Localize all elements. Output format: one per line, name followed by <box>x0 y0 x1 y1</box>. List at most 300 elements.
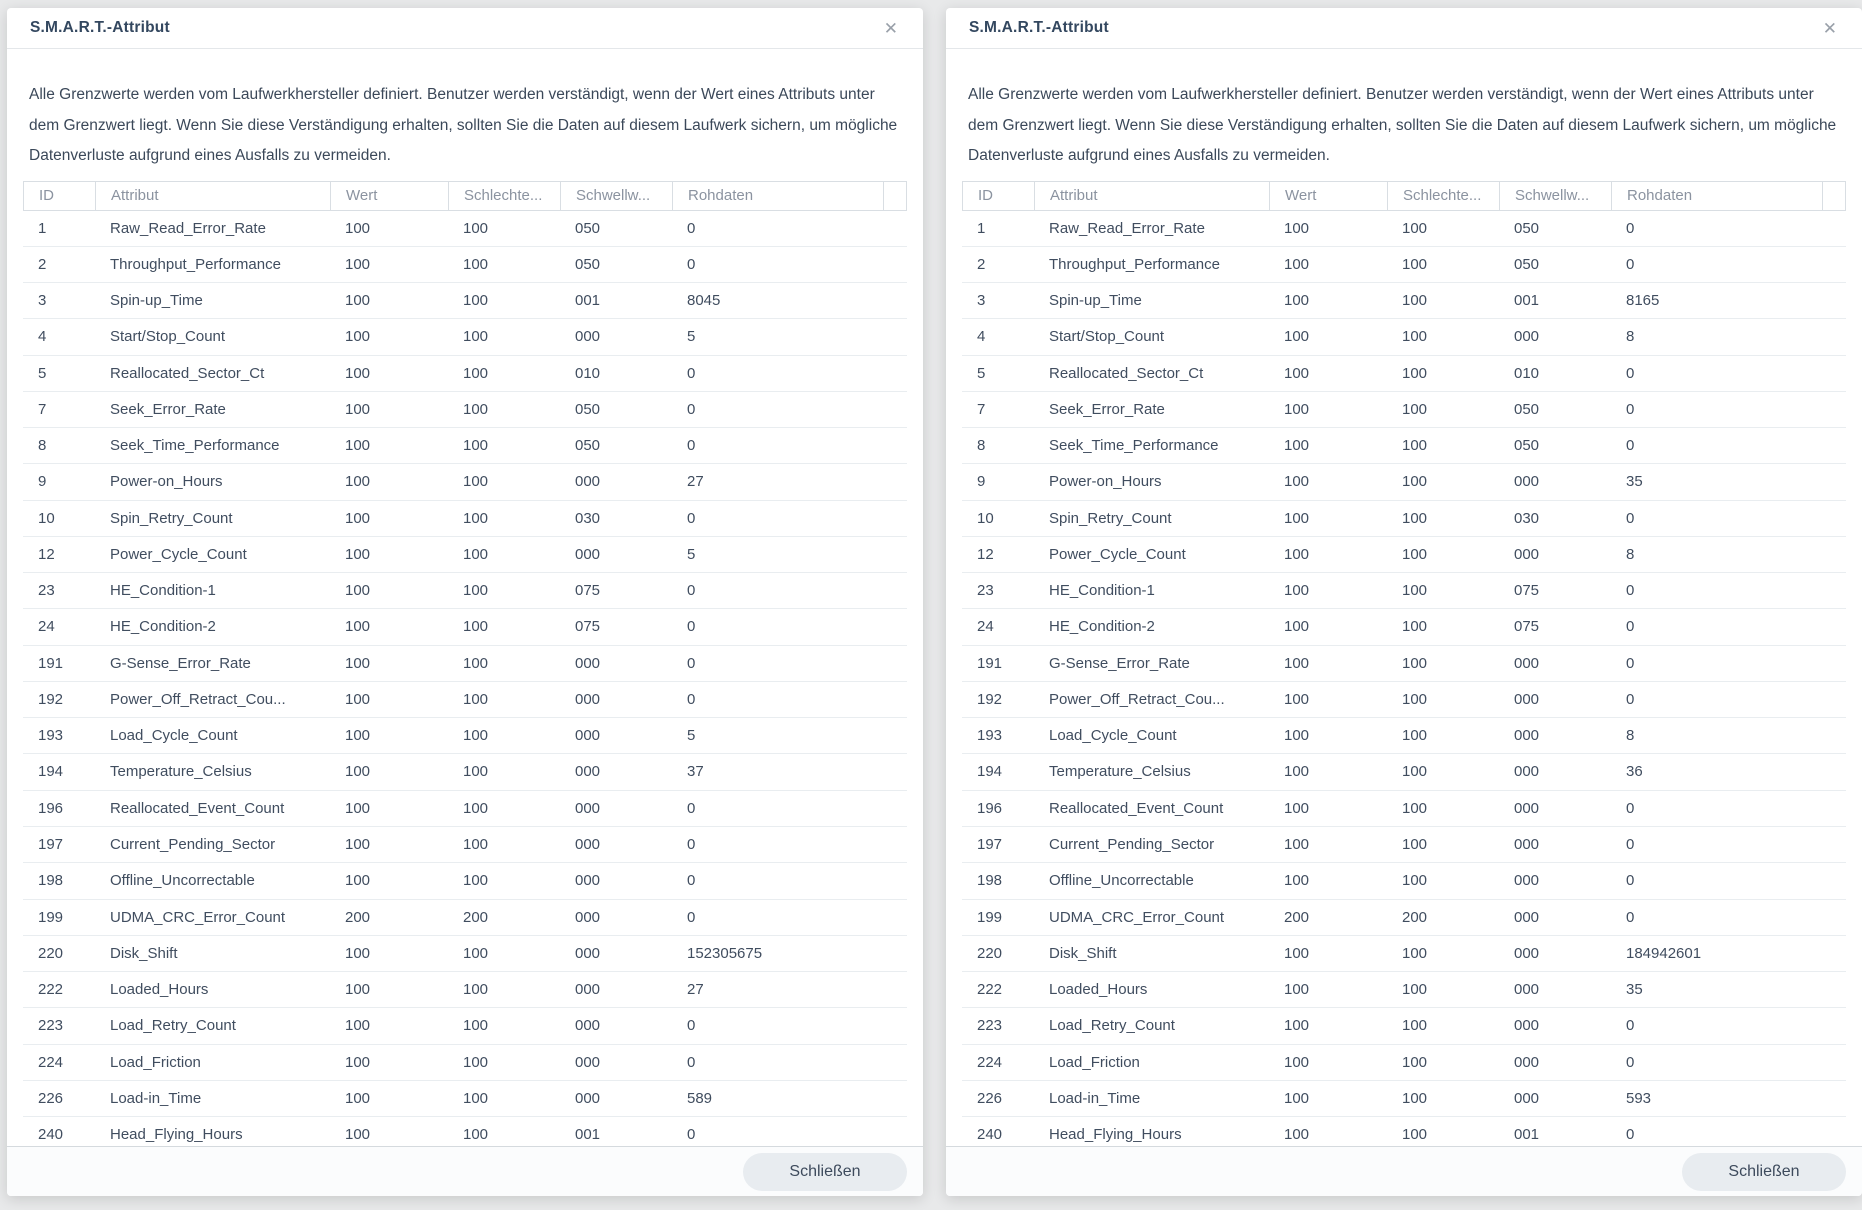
cell-rohdaten: 0 <box>1626 836 1635 854</box>
cell-filler <box>1822 609 1846 644</box>
cell-filler <box>883 646 907 681</box>
cell-id: 5 <box>38 364 47 382</box>
cell-filler <box>1822 1045 1846 1080</box>
cell-attribut: Spin_Retry_Count <box>110 509 233 527</box>
table-row[interactable] <box>962 319 1846 355</box>
cell-schwellwert: 001 <box>575 292 601 310</box>
cell-attribut: Reallocated_Sector_Ct <box>1049 364 1204 382</box>
cell-id: 224 <box>38 1053 64 1071</box>
cell-filler <box>1822 972 1846 1007</box>
cell-schlechtester: 100 <box>1402 872 1428 890</box>
cell-filler <box>1822 1117 1846 1146</box>
cell-schwellwert: 001 <box>1514 292 1540 310</box>
cell-schlechtester: 100 <box>1402 473 1428 491</box>
table-row[interactable] <box>23 392 907 428</box>
cell-attribut: Raw_Read_Error_Rate <box>110 219 266 237</box>
cell-attribut: Disk_Shift <box>1049 944 1117 962</box>
cell-attribut: Current_Pending_Sector <box>1049 836 1215 854</box>
cell-attribut: Start/Stop_Count <box>110 328 226 346</box>
close-button[interactable]: Schließen <box>1682 1153 1846 1191</box>
table-row[interactable] <box>962 646 1846 682</box>
cell-schlechtester: 100 <box>1402 690 1428 708</box>
cell-filler <box>883 1008 907 1043</box>
cell-wert: 100 <box>345 400 371 418</box>
smart-attribute-table <box>962 181 1846 1147</box>
cell-schwellwert: 030 <box>1514 509 1540 527</box>
cell-schlechtester: 100 <box>1402 219 1428 237</box>
cell-wert: 100 <box>1284 1017 1310 1035</box>
cell-schlechtester: 100 <box>1402 944 1428 962</box>
table-row[interactable] <box>962 791 1846 827</box>
cell-schwellwert: 030 <box>575 509 601 527</box>
cell-schwellwert: 000 <box>575 908 601 926</box>
table-row[interactable] <box>23 319 907 355</box>
cell-wert: 100 <box>1284 618 1310 636</box>
cell-attribut: Power_Off_Retract_Cou... <box>110 690 286 708</box>
table-row[interactable] <box>962 1045 1846 1081</box>
cell-schwellwert: 000 <box>1514 690 1540 708</box>
cell-attribut: Temperature_Celsius <box>1049 763 1191 781</box>
cell-attribut: Load-in_Time <box>1049 1089 1141 1107</box>
cell-schlechtester: 100 <box>463 509 489 527</box>
cell-filler <box>883 900 907 935</box>
column-header-id: ID <box>24 182 96 210</box>
cell-attribut: UDMA_CRC_Error_Count <box>110 908 286 926</box>
cell-id: 194 <box>38 763 64 781</box>
column-header-filler <box>1823 182 1845 210</box>
cell-schwellwert: 000 <box>575 1089 601 1107</box>
table-row[interactable] <box>962 1008 1846 1044</box>
cell-schlechtester: 100 <box>463 545 489 563</box>
cell-id: 3 <box>977 292 986 310</box>
cell-id: 10 <box>38 509 55 527</box>
cell-id: 8 <box>38 437 47 455</box>
table-row[interactable] <box>962 609 1846 645</box>
cell-schwellwert: 000 <box>575 545 601 563</box>
cell-schwellwert: 000 <box>575 763 601 781</box>
cell-id: 199 <box>977 908 1003 926</box>
table-row[interactable] <box>962 1117 1846 1146</box>
cell-wert: 100 <box>345 509 371 527</box>
cell-wert: 100 <box>345 654 371 672</box>
cell-attribut: Load_Retry_Count <box>110 1017 236 1035</box>
cell-schwellwert: 050 <box>575 437 601 455</box>
cell-filler <box>1822 428 1846 463</box>
cell-attribut: Current_Pending_Sector <box>110 836 276 854</box>
cell-rohdaten: 0 <box>687 799 696 817</box>
cell-id: 220 <box>38 944 64 962</box>
column-header-schlechtester: Schlechte... <box>449 182 561 210</box>
table-row[interactable] <box>23 464 907 500</box>
cell-filler <box>1822 573 1846 608</box>
cell-filler <box>1822 211 1846 246</box>
cell-filler <box>883 827 907 862</box>
smart-attribute-dialog-left <box>7 8 923 1196</box>
cell-filler <box>1822 827 1846 862</box>
cell-schwellwert: 075 <box>575 618 601 636</box>
cell-schwellwert: 000 <box>1514 1089 1540 1107</box>
cell-schlechtester: 100 <box>1402 1126 1428 1144</box>
cell-schlechtester: 100 <box>463 618 489 636</box>
table-row[interactable] <box>962 392 1846 428</box>
dialog-footer <box>7 1146 923 1196</box>
cell-attribut: UDMA_CRC_Error_Count <box>1049 908 1225 926</box>
cell-schlechtester: 100 <box>1402 1017 1428 1035</box>
cell-id: 226 <box>977 1089 1003 1107</box>
cell-id: 193 <box>38 727 64 745</box>
cell-id: 192 <box>977 690 1003 708</box>
cell-filler <box>1822 356 1846 391</box>
table-row[interactable] <box>23 428 907 464</box>
cell-wert: 100 <box>345 1126 371 1144</box>
cell-id: 240 <box>977 1126 1003 1144</box>
cell-schwellwert: 010 <box>1514 364 1540 382</box>
cell-schlechtester: 100 <box>463 944 489 962</box>
cell-schlechtester: 100 <box>1402 618 1428 636</box>
column-header-wert: Wert <box>331 182 449 210</box>
cell-rohdaten: 0 <box>687 509 696 527</box>
cell-wert: 100 <box>1284 872 1310 890</box>
cell-filler <box>1822 791 1846 826</box>
cell-schwellwert: 000 <box>575 944 601 962</box>
cell-filler <box>1822 501 1846 536</box>
cell-schlechtester: 100 <box>463 328 489 346</box>
smart-attribute-dialog-right <box>946 8 1862 1196</box>
table-row[interactable] <box>23 211 907 247</box>
table-row[interactable] <box>23 863 907 899</box>
cell-attribut: Throughput_Performance <box>110 255 281 273</box>
cell-wert: 100 <box>1284 727 1310 745</box>
cell-attribut: HE_Condition-2 <box>1049 618 1155 636</box>
cell-filler <box>883 1081 907 1116</box>
cell-schlechtester: 100 <box>1402 255 1428 273</box>
cell-schwellwert: 000 <box>1514 908 1540 926</box>
cell-attribut: Offline_Uncorrectable <box>110 872 255 890</box>
cell-schwellwert: 000 <box>1514 799 1540 817</box>
cell-rohdaten: 0 <box>687 654 696 672</box>
cell-filler <box>1822 283 1846 318</box>
table-row[interactable] <box>23 718 907 754</box>
table-row[interactable] <box>23 1117 907 1146</box>
cell-schwellwert: 050 <box>1514 400 1540 418</box>
dialog-titlebar[interactable] <box>946 8 1862 49</box>
cell-id: 224 <box>977 1053 1003 1071</box>
cell-rohdaten: 0 <box>687 364 696 382</box>
cell-rohdaten: 5 <box>687 545 696 563</box>
cell-id: 24 <box>977 618 994 636</box>
dialog-description: Alle Grenzwerte werden vom Laufwerkhersteller definiert. Benutzer werden verständigt, wenn der Wert eines Attributs unter dem Grenzwert liegt. Wenn Sie diese Verständigung erhalten, sollten Sie die Daten auf diesem Laufwerk sichern, um mögliche Datenverluste aufgrund eines Ausfalls zu vermeiden. <box>968 86 1837 164</box>
cell-schwellwert: 000 <box>575 473 601 491</box>
table-row[interactable] <box>23 827 907 863</box>
cell-id: 199 <box>38 908 64 926</box>
cell-id: 222 <box>977 981 1003 999</box>
dialog-titlebar[interactable] <box>7 8 923 49</box>
cell-rohdaten: 0 <box>1626 1017 1635 1035</box>
cell-schwellwert: 000 <box>575 690 601 708</box>
cell-filler <box>883 537 907 572</box>
cell-attribut: Load_Retry_Count <box>1049 1017 1175 1035</box>
cell-schlechtester: 100 <box>1402 400 1428 418</box>
column-header-attribut: Attribut <box>1035 182 1270 210</box>
cell-rohdaten: 0 <box>1626 437 1635 455</box>
table-row[interactable] <box>962 356 1846 392</box>
column-header-attribut: Attribut <box>96 182 331 210</box>
table-row[interactable] <box>23 356 907 392</box>
cell-attribut: Load-in_Time <box>110 1089 202 1107</box>
cell-filler <box>883 972 907 1007</box>
table-row[interactable] <box>23 682 907 718</box>
cell-wert: 100 <box>1284 1126 1310 1144</box>
table-row[interactable] <box>962 247 1846 283</box>
table-row[interactable] <box>23 1045 907 1081</box>
table-row[interactable] <box>962 863 1846 899</box>
cell-rohdaten: 8 <box>1626 727 1635 745</box>
cell-rohdaten: 0 <box>1626 618 1635 636</box>
table-row[interactable] <box>23 537 907 573</box>
cell-schwellwert: 000 <box>1514 473 1540 491</box>
cell-wert: 100 <box>1284 763 1310 781</box>
table-body <box>962 211 1846 1147</box>
cell-id: 240 <box>38 1126 64 1144</box>
cell-filler <box>1822 537 1846 572</box>
cell-rohdaten: 0 <box>687 400 696 418</box>
cell-rohdaten: 36 <box>1626 763 1643 781</box>
cell-schlechtester: 100 <box>463 292 489 310</box>
cell-attribut: Spin_Retry_Count <box>1049 509 1172 527</box>
cell-rohdaten: 0 <box>1626 1053 1635 1071</box>
table-row[interactable] <box>962 537 1846 573</box>
cell-attribut: HE_Condition-2 <box>110 618 216 636</box>
cell-filler <box>883 682 907 717</box>
column-header-schwellwert: Schwellw... <box>561 182 673 210</box>
table-row[interactable] <box>23 900 907 936</box>
table-row[interactable] <box>23 646 907 682</box>
cell-attribut: Reallocated_Event_Count <box>110 799 285 817</box>
table-row[interactable] <box>962 573 1846 609</box>
cell-rohdaten: 0 <box>1626 654 1635 672</box>
cell-wert: 100 <box>1284 509 1310 527</box>
cell-id: 196 <box>977 799 1003 817</box>
cell-schwellwert: 000 <box>1514 328 1540 346</box>
table-row[interactable] <box>23 1008 907 1044</box>
dialog-title: S.M.A.R.T.-Attribut <box>969 19 1109 36</box>
cell-filler <box>1822 646 1846 681</box>
cell-rohdaten: 0 <box>1626 255 1635 273</box>
column-header-filler <box>884 182 906 210</box>
cell-attribut: Power_Cycle_Count <box>110 545 247 563</box>
cell-schlechtester: 100 <box>463 1126 489 1144</box>
table-row[interactable] <box>23 1081 907 1117</box>
dialog-footer <box>946 1146 1862 1196</box>
cell-rohdaten: 0 <box>1626 799 1635 817</box>
cell-schwellwert: 050 <box>575 219 601 237</box>
cell-rohdaten: 0 <box>687 618 696 636</box>
cell-attribut: Seek_Error_Rate <box>1049 400 1165 418</box>
cell-rohdaten: 0 <box>687 1053 696 1071</box>
cell-attribut: G-Sense_Error_Rate <box>1049 654 1190 672</box>
table-row[interactable] <box>962 1081 1846 1117</box>
cell-id: 193 <box>977 727 1003 745</box>
cell-schwellwert: 050 <box>1514 255 1540 273</box>
cell-id: 12 <box>977 545 994 563</box>
cell-filler <box>1822 900 1846 935</box>
column-header-schwellwert: Schwellw... <box>1500 182 1612 210</box>
cell-filler <box>883 1045 907 1080</box>
smart-attribute-table <box>23 181 907 1147</box>
dialog-title: S.M.A.R.T.-Attribut <box>30 19 170 36</box>
cell-schlechtester: 100 <box>463 1053 489 1071</box>
cell-schwellwert: 000 <box>1514 1017 1540 1035</box>
cell-rohdaten: 0 <box>687 437 696 455</box>
cell-id: 223 <box>38 1017 64 1035</box>
cell-filler <box>883 356 907 391</box>
table-row[interactable] <box>962 900 1846 936</box>
cell-wert: 100 <box>1284 799 1310 817</box>
cell-wert: 100 <box>1284 690 1310 708</box>
cell-id: 23 <box>38 582 55 600</box>
cell-wert: 100 <box>345 944 371 962</box>
cell-schlechtester: 200 <box>1402 908 1428 926</box>
cell-wert: 100 <box>1284 654 1310 672</box>
table-row[interactable] <box>23 754 907 790</box>
cell-rohdaten: 0 <box>687 690 696 708</box>
cell-schwellwert: 075 <box>1514 582 1540 600</box>
cell-schlechtester: 100 <box>1402 763 1428 781</box>
cell-filler <box>1822 718 1846 753</box>
cell-schlechtester: 100 <box>463 473 489 491</box>
table-row[interactable] <box>962 718 1846 754</box>
cell-id: 220 <box>977 944 1003 962</box>
cell-wert: 100 <box>345 292 371 310</box>
cell-attribut: Raw_Read_Error_Rate <box>1049 219 1205 237</box>
table-row[interactable] <box>23 791 907 827</box>
close-icon[interactable]: ✕ <box>883 18 898 38</box>
cell-id: 8 <box>977 437 986 455</box>
cell-attribut: HE_Condition-1 <box>110 582 216 600</box>
cell-schwellwert: 050 <box>1514 437 1540 455</box>
cell-schlechtester: 100 <box>463 654 489 672</box>
table-row[interactable] <box>23 283 907 319</box>
cell-schwellwert: 000 <box>575 799 601 817</box>
cell-filler <box>883 392 907 427</box>
cell-rohdaten: 35 <box>1626 473 1643 491</box>
cell-filler <box>1822 863 1846 898</box>
table-row[interactable] <box>962 754 1846 790</box>
table-row[interactable] <box>23 573 907 609</box>
cell-filler <box>1822 682 1846 717</box>
table-row[interactable] <box>962 827 1846 863</box>
cell-rohdaten: 5 <box>687 727 696 745</box>
cell-schwellwert: 000 <box>1514 727 1540 745</box>
cell-schwellwert: 000 <box>1514 872 1540 890</box>
cell-rohdaten: 0 <box>1626 509 1635 527</box>
cell-id: 1 <box>38 219 47 237</box>
cell-schwellwert: 075 <box>1514 618 1540 636</box>
cell-wert: 100 <box>345 364 371 382</box>
cell-schlechtester: 100 <box>463 727 489 745</box>
cell-schwellwert: 000 <box>1514 763 1540 781</box>
cell-filler <box>1822 319 1846 354</box>
cell-attribut: Seek_Error_Rate <box>110 400 226 418</box>
cell-schlechtester: 100 <box>463 872 489 890</box>
column-header-rohdaten: Rohdaten <box>673 182 884 210</box>
cell-filler <box>1822 1008 1846 1043</box>
table-row[interactable] <box>23 609 907 645</box>
cell-wert: 100 <box>1284 981 1310 999</box>
cell-schlechtester: 100 <box>463 836 489 854</box>
table-row[interactable] <box>23 501 907 537</box>
cell-wert: 100 <box>1284 545 1310 563</box>
table-row[interactable] <box>962 501 1846 537</box>
table-row[interactable] <box>962 682 1846 718</box>
cell-attribut: Throughput_Performance <box>1049 255 1220 273</box>
table-row[interactable] <box>962 936 1846 972</box>
table-row[interactable] <box>962 283 1846 319</box>
cell-wert: 100 <box>1284 219 1310 237</box>
cell-attribut: Power-on_Hours <box>1049 473 1162 491</box>
table-row[interactable] <box>962 464 1846 500</box>
cell-attribut: Load_Friction <box>110 1053 201 1071</box>
cell-schwellwert: 075 <box>575 582 601 600</box>
cell-id: 197 <box>977 836 1003 854</box>
cell-wert: 200 <box>1284 908 1310 926</box>
cell-wert: 100 <box>1284 364 1310 382</box>
cell-schlechtester: 100 <box>463 582 489 600</box>
cell-rohdaten: 8045 <box>687 292 721 310</box>
cell-schwellwert: 000 <box>1514 1053 1540 1071</box>
cell-schwellwert: 000 <box>1514 981 1540 999</box>
cell-wert: 100 <box>1284 1089 1310 1107</box>
table-row[interactable] <box>23 247 907 283</box>
cell-attribut: HE_Condition-1 <box>1049 582 1155 600</box>
cell-wert: 100 <box>345 255 371 273</box>
cell-attribut: Loaded_Hours <box>110 981 209 999</box>
table-row[interactable] <box>23 936 907 972</box>
cell-id: 24 <box>38 618 55 636</box>
cell-rohdaten: 184942601 <box>1626 944 1702 962</box>
cell-schwellwert: 000 <box>575 328 601 346</box>
cell-id: 5 <box>977 364 986 382</box>
close-button[interactable]: Schließen <box>743 1153 907 1191</box>
cell-id: 3 <box>38 292 47 310</box>
cell-attribut: Head_Flying_Hours <box>1049 1126 1182 1144</box>
cell-schlechtester: 100 <box>463 364 489 382</box>
table-row[interactable] <box>962 972 1846 1008</box>
cell-id: 197 <box>38 836 64 854</box>
cell-filler <box>1822 464 1846 499</box>
cell-rohdaten: 0 <box>687 219 696 237</box>
cell-schlechtester: 100 <box>1402 328 1428 346</box>
close-icon[interactable]: ✕ <box>1822 18 1837 38</box>
cell-rohdaten: 8 <box>1626 328 1635 346</box>
cell-wert: 100 <box>345 618 371 636</box>
cell-attribut: G-Sense_Error_Rate <box>110 654 251 672</box>
table-header-row <box>23 181 907 211</box>
cell-filler <box>883 791 907 826</box>
cell-attribut: Spin-up_Time <box>110 292 203 310</box>
table-row[interactable] <box>23 972 907 1008</box>
cell-attribut: Reallocated_Sector_Ct <box>110 364 265 382</box>
cell-wert: 100 <box>345 836 371 854</box>
cell-wert: 100 <box>345 1053 371 1071</box>
table-row[interactable] <box>962 428 1846 464</box>
cell-rohdaten: 8165 <box>1626 292 1660 310</box>
cell-rohdaten: 593 <box>1626 1089 1652 1107</box>
table-row[interactable] <box>962 211 1846 247</box>
cell-filler <box>1822 754 1846 789</box>
cell-rohdaten: 0 <box>1626 690 1635 708</box>
cell-rohdaten: 0 <box>687 836 696 854</box>
